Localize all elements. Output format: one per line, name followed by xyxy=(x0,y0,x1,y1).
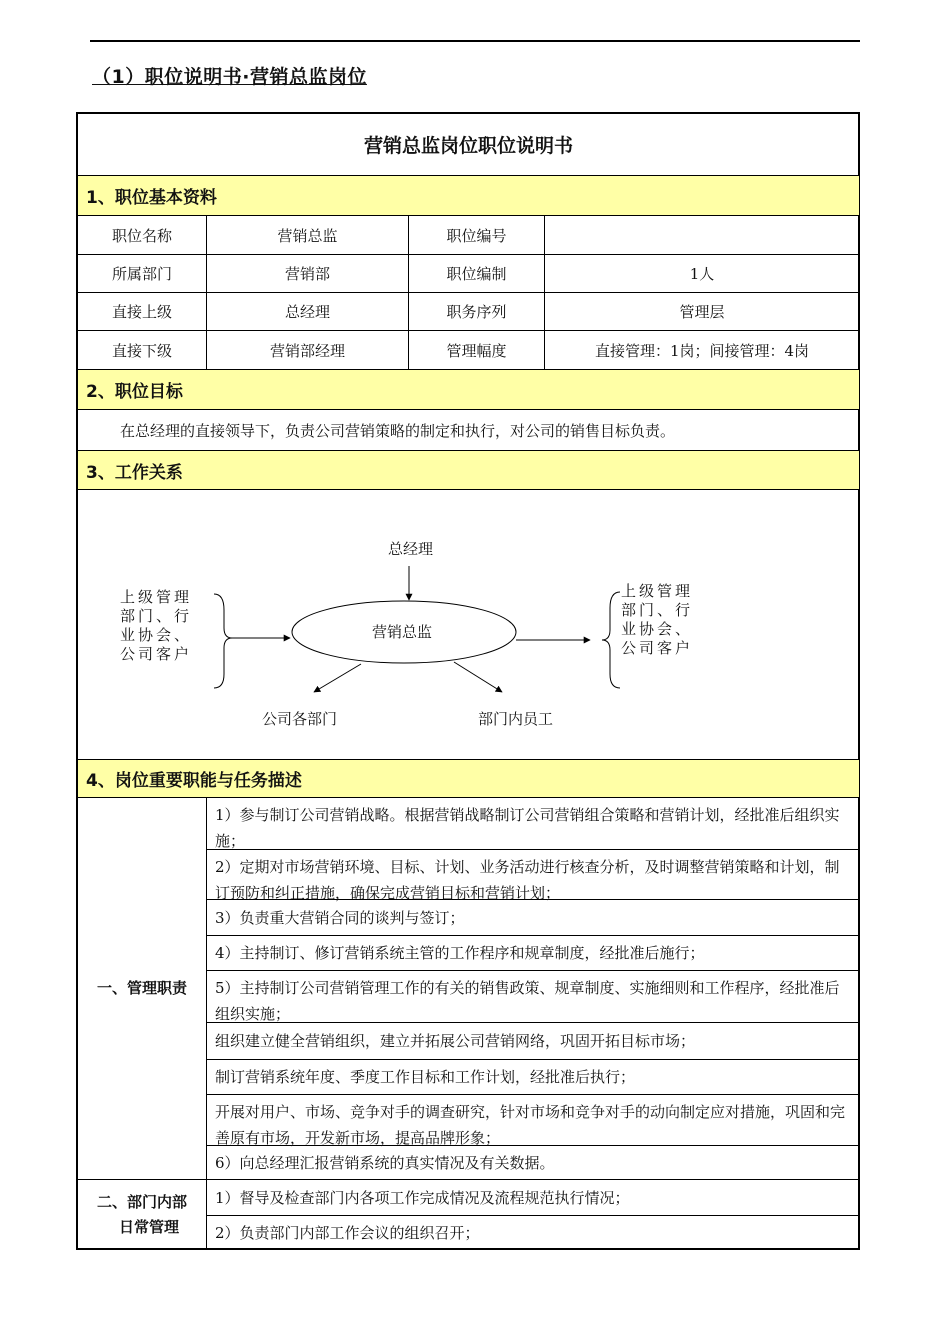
left-brace xyxy=(214,594,232,688)
duty-item: 3）负责重大营销合同的谈判与签订； xyxy=(207,900,860,936)
info-value: 总经理 xyxy=(207,293,409,331)
top-rule xyxy=(90,40,860,42)
info-value: 管理层 xyxy=(545,293,860,331)
info-value: 直接管理：1岗；间接管理：4岗 xyxy=(545,331,860,370)
job-description-table xyxy=(76,112,860,1250)
duty-item: 1）参与制订公司营销战略。根据营销战略制订公司营销组合策略和营销计划，经批准后组织实施； xyxy=(207,798,860,850)
diagram-bottom-left-label: 公司各部门 xyxy=(262,710,338,728)
table-title xyxy=(78,114,860,176)
info-label: 直接下级 xyxy=(78,331,207,370)
section-duties: 4、岗位重要职能与任务描述 xyxy=(78,760,860,798)
document-heading: （1）职位说明书·营销总监岗位 xyxy=(92,66,367,88)
duty-category-label: 二、部门内部 xyxy=(96,1193,187,1211)
info-label: 管理幅度 xyxy=(409,331,545,370)
duty-item: 6）向总经理汇报营销系统的真实情况及有关数据。 xyxy=(207,1146,860,1180)
relations-diagram xyxy=(78,490,860,760)
duty-category-label: 日常管理 xyxy=(118,1218,179,1236)
info-label: 职位编制 xyxy=(409,255,545,293)
duty-category-management xyxy=(78,798,207,1180)
diagram-bottom-right-label: 部门内员工 xyxy=(478,710,554,728)
arrow-bottom-left xyxy=(314,664,361,692)
duty-item: 5）主持制订公司营销管理工作的有关的销售政策、规章制度、实施细则和工作程序，经批准后组织实施； xyxy=(207,971,860,1023)
right-brace xyxy=(602,592,620,688)
info-label: 所属部门 xyxy=(78,255,207,293)
duty-item: 组织建立健全营销组织，建立并拓展公司营销网络，巩固开拓目标市场； xyxy=(207,1023,860,1060)
section-basic-info: 1、职位基本资料 xyxy=(78,176,860,216)
duty-item: 制订营销系统年度、季度工作目标和工作计划，经批准后执行； xyxy=(207,1060,860,1095)
arrow-bottom-right xyxy=(454,662,502,692)
info-value: 营销总监 xyxy=(207,216,409,255)
info-label: 职位名称 xyxy=(78,216,207,255)
duty-item: 开展对用户、市场、竞争对手的调查研究，针对市场和竞争对手的动向制定应对措施，巩固和完善原有市场，开发新市场，提高品牌形象； xyxy=(207,1095,860,1146)
duty-item: 2）定期对市场营销环境、目标、计划、业务活动进行核查分析，及时调整营销策略和计划，制订预防和纠正措施，确保完成营销目标和营销计划； xyxy=(207,850,860,900)
duty-item: 1）督导及检查部门内各项工作完成情况及流程规范执行情况； xyxy=(207,1180,860,1216)
info-value xyxy=(545,216,860,255)
duty-item: 4）主持制订、修订营销系统主管的工作程序和规章制度，经批准后施行； xyxy=(207,936,860,971)
diagram-right-label: 上级管理部门、行业协会、公司客户 xyxy=(621,582,694,657)
diagram-left-label: 上级管理部门、行业协会、公司客户 xyxy=(120,588,193,663)
table-title-text: 营销总监岗位职位说明书 xyxy=(363,135,573,157)
info-label: 职务序列 xyxy=(409,293,545,331)
info-label: 直接上级 xyxy=(78,293,207,331)
diagram-top-label: 总经理 xyxy=(388,540,434,558)
info-label: 职位编号 xyxy=(409,216,545,255)
duty-category-label: 一、管理职责 xyxy=(96,979,187,997)
info-value: 营销部 xyxy=(207,255,409,293)
duty-item: 2）负责部门内部工作会议的组织召开； xyxy=(207,1216,860,1250)
section-relations: 3、工作关系 xyxy=(78,451,860,490)
section-goal: 2、职位目标 xyxy=(78,370,860,410)
info-value: 1人 xyxy=(545,255,860,293)
goal-text: 在总经理的直接领导下，负责公司营销策略的制定和执行，对公司的销售目标负责。 xyxy=(78,410,860,451)
info-value: 营销部经理 xyxy=(207,331,409,370)
diagram-center-label: 营销总监 xyxy=(372,623,433,641)
duty-category-internal xyxy=(78,1180,207,1250)
